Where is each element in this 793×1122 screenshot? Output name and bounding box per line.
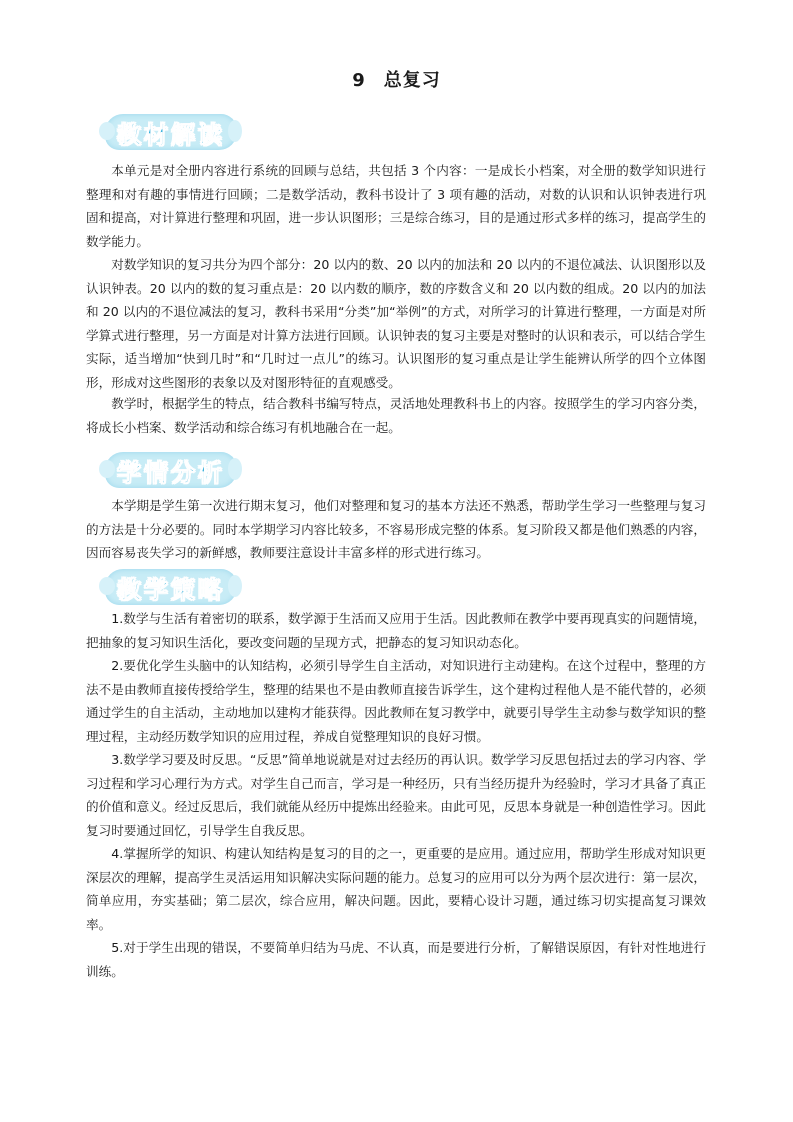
chapter-title [0, 66, 793, 92]
paragraph: 教学时，根据学生的特点，结合教科书编写特点，灵活地处理教科书上的内容。按照学生的学习内容分类，将成长小档案、数学活动和综合练习有机地融合在一起。 [86, 396, 706, 435]
paragraph: 本单元是对全册内容进行系统的回顾与总结，共包括 3 个内容：一是成长小档案，对全册的数学知识进行整理和对有趣的事情进行回顾；二是数学活动，教科书设计了 3 项有趣的活动，对数的认识和认识钟表进行巩固和提高，对计算进行整理和巩固，进一步认识图形；三是综合练习，目的是通过形式多样的练习，提高学生的数学能力。 [86, 163, 706, 249]
badge-background [105, 114, 237, 150]
chapter-title-text: 总复习 [383, 70, 441, 91]
paragraph: 2.要优化学生头脑中的认知结构，必须引导学生自主活动，对知识进行主动建构。在这个过程中，整理的方法不是由教师直接传授给学生，整理的结果也不是由教师直接告诉学生，这个建构过程他人是不能代替的，必须通过学生的自主活动，主动地加以建构才能获得。因此教师在复习教学中，就要引导学生主动参与数学知识的整理过程，主动经历数学知识的应用过程，养成自觉整理知识的良好习惯。 [86, 658, 706, 744]
section-heading: 教材解读 [117, 119, 225, 149]
paragraph: 5.对于学生出现的错误，不要简单归结为马虎、不认真，而是要进行分析，了解错误原因，有针对性地进行训练。 [86, 940, 706, 979]
chapter-number: 9 [352, 70, 366, 91]
badge-background [105, 452, 237, 488]
section-heading-badge [105, 114, 237, 150]
paragraph: 1.数学与生活有着密切的联系，数学源于生活而又应用于生活。因此教师在教学中要再现真实的问题情境，把抽象的复习知识生活化，要改变问题的呈现方式，把静态的复习知识动态化。 [86, 611, 706, 650]
section-heading-badge [105, 569, 237, 605]
paragraph: 3.数学学习要及时反思。“反思”简单地说就是对过去经历的再认识。数学学习反思包括过去的学习内容、学习过程和学习心理行为方式。对学生自己而言，学习是一种经历，只有当经历提升为经验时，学习才具备了真正的价值和意义。经过反思后，我们就能从经历中提炼出经验来。由此可见，反思本身就是一种创造性学习。因此复习时要通过回忆，引导学生自我反思。 [86, 752, 706, 838]
section-heading: 教学策略 [117, 574, 225, 604]
paragraph: 4.掌握所学的知识、构建认知结构是复习的目的之一，更重要的是应用。通过应用，帮助学生形成对知识更深层次的理解，提高学生灵活运用知识解决实际问题的能力。总复习的应用可以分为两个层次进行：第一层次，简单应用，夯实基础；第二层次，综合应用，解决问题。因此，要精心设计习题，通过练习切实提高复习课效率。 [86, 846, 706, 932]
paragraph: 对数学知识的复习共分为四个部分：20 以内的数、20 以内的加法和 20 以内的不退位减法、认识图形以及认识钟表。20 以内的数的复习重点是：20 以内数的顺序，数的序数含义和 20 以内数的组成。20 以内的加法和 20 以内的不退位减法的复习，教科书采用“分类”加“举例”的方式，对所学习的计算进行整理，一方面是对所学算式进行整理，另一方面是对计算方法进行回顾。认识钟表的复习主要是对整时的认识和表示，可以结合学生实际，适当增加“快到几时”和“几时过一点儿”的练习。认识图形的复习重点是让学生能辨认所学的四个立体图形，形成对这些图形的表象以及对图形特征的直观感受。 [86, 257, 706, 390]
badge-background [105, 569, 237, 605]
section-heading-badge [105, 452, 237, 488]
section-heading: 学情分析 [117, 457, 225, 487]
paragraph: 本学期是学生第一次进行期末复习，他们对整理和复习的基本方法还不熟悉，帮助学生学习一些整理与复习的方法是十分必要的。同时本学期学习内容比较多，不容易形成完整的体系。复习阶段又都是他们熟悉的内容，因而容易丧失学习的新鲜感，教师要注意设计丰富多样的形式进行练习。 [86, 498, 706, 561]
